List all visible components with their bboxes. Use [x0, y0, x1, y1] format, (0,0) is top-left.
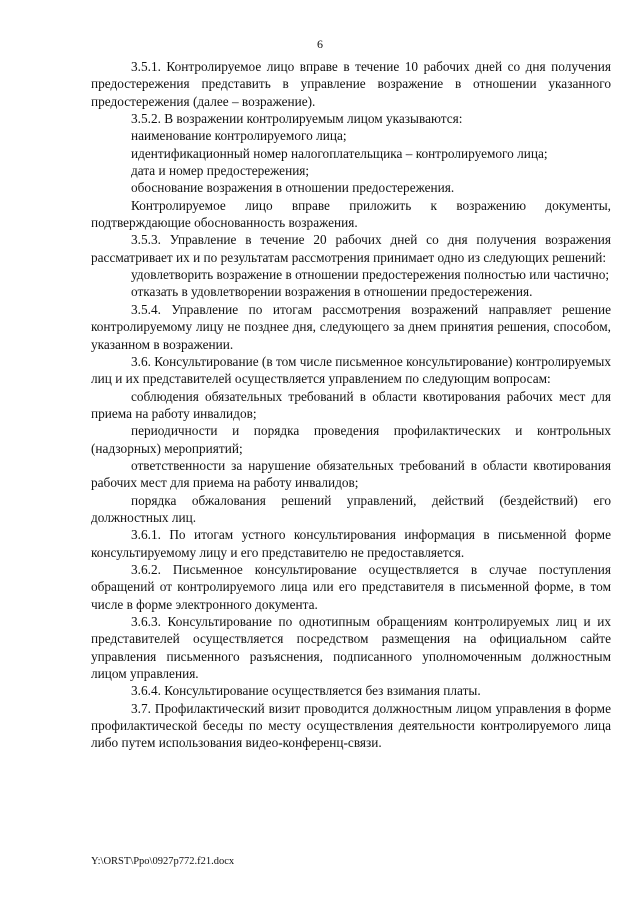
footer-file-path: Y:\ORST\Ppo\0927p772.f21.docx: [91, 856, 235, 867]
page-number: 6: [317, 37, 323, 51]
paragraph-3-6-1: 3.6.1. По итогам устного консультирования информация в письменной форме консультируемому лицу и его представителю не предоставляется.: [91, 527, 611, 560]
document-body: [91, 58, 611, 752]
paragraph-3-5-2: 3.5.2. В возражении контролируемым лицом указываются:: [131, 111, 463, 127]
list-item: соблюдения обязательных требований в области квотирования рабочих мест для приема на работу инвалидов;: [91, 388, 611, 421]
list-item: обоснование возражения в отношении предостережения.: [131, 180, 455, 196]
paragraph-attachments: Контролируемое лицо вправе приложить к возражению документы, подтверждающие обоснованность возражения.: [91, 197, 611, 231]
paragraph-3-6-3: 3.6.3. Консультирование по однотипным обращениям контролируемых лиц и их представителей осуществляется посредством размещения на официальном сайте управления письменного разъяснения, подписанного уполномоченным должностным лицом управления.: [91, 614, 611, 682]
list-item: удовлетворить возражение в отношении предостережения полностью или частично;: [131, 267, 610, 283]
paragraph-3-5-4: 3.5.4. Управление по итогам рассмотрения возражений направляет решение контролируемому лицу не позднее дня, следующего за днем принятия решения, способом, указанном в возражении.: [91, 301, 611, 352]
list-item: наименование контролируемого лица;: [131, 128, 347, 144]
paragraph-3-5-1: 3.5.1. Контролируемое лицо вправе в течение 10 рабочих дней со дня получения предостережения представить в управление возражение в отношении указанного предостережения (далее – возражение).: [91, 59, 611, 109]
list-item: периодичности и порядка проведения профилактических и контрольных (надзорных) мероприятий;: [91, 423, 611, 456]
paragraph-3-6-4: 3.6.4. Консультирование осуществляется без взимания платы.: [131, 683, 481, 699]
paragraph-3-5-3: 3.5.3. Управление в течение 20 рабочих дней со дня получения возражения рассматривает их и по результатам рассмотрения принимает одно из следующих решений:: [91, 232, 611, 265]
paragraph-3-6: 3.6. Консультирование (в том числе письменное консультирование) контролируемых лиц и их представителей осуществляется управлением по следующим вопросам:: [91, 353, 611, 387]
list-item: порядка обжалования решений управлений, действий (бездействий) его должностных лиц.: [91, 492, 611, 525]
list-item: ответственности за нарушение обязательных требований в области квотирования рабочих мест для приема на работу инвалидов;: [91, 457, 611, 491]
list-item: дата и номер предостережения;: [131, 163, 310, 179]
list-item: идентификационный номер налогоплательщика – контролируемого лица;: [131, 145, 548, 161]
list-item: отказать в удовлетворении возражения в отношении предостережения.: [131, 284, 533, 300]
paragraph-3-7: 3.7. Профилактический визит проводится должностным лицом управления в форме профилактической беседы по месту осуществления деятельности контролируемого лица либо путем использования видео-конференц-связи.: [91, 700, 611, 751]
paragraph-3-6-2: 3.6.2. Письменное консультирование осуществляется в случае поступления обращений от контролируемого лица или его представителя в письменной форме, в том числе в форме электронного документа.: [91, 561, 611, 612]
